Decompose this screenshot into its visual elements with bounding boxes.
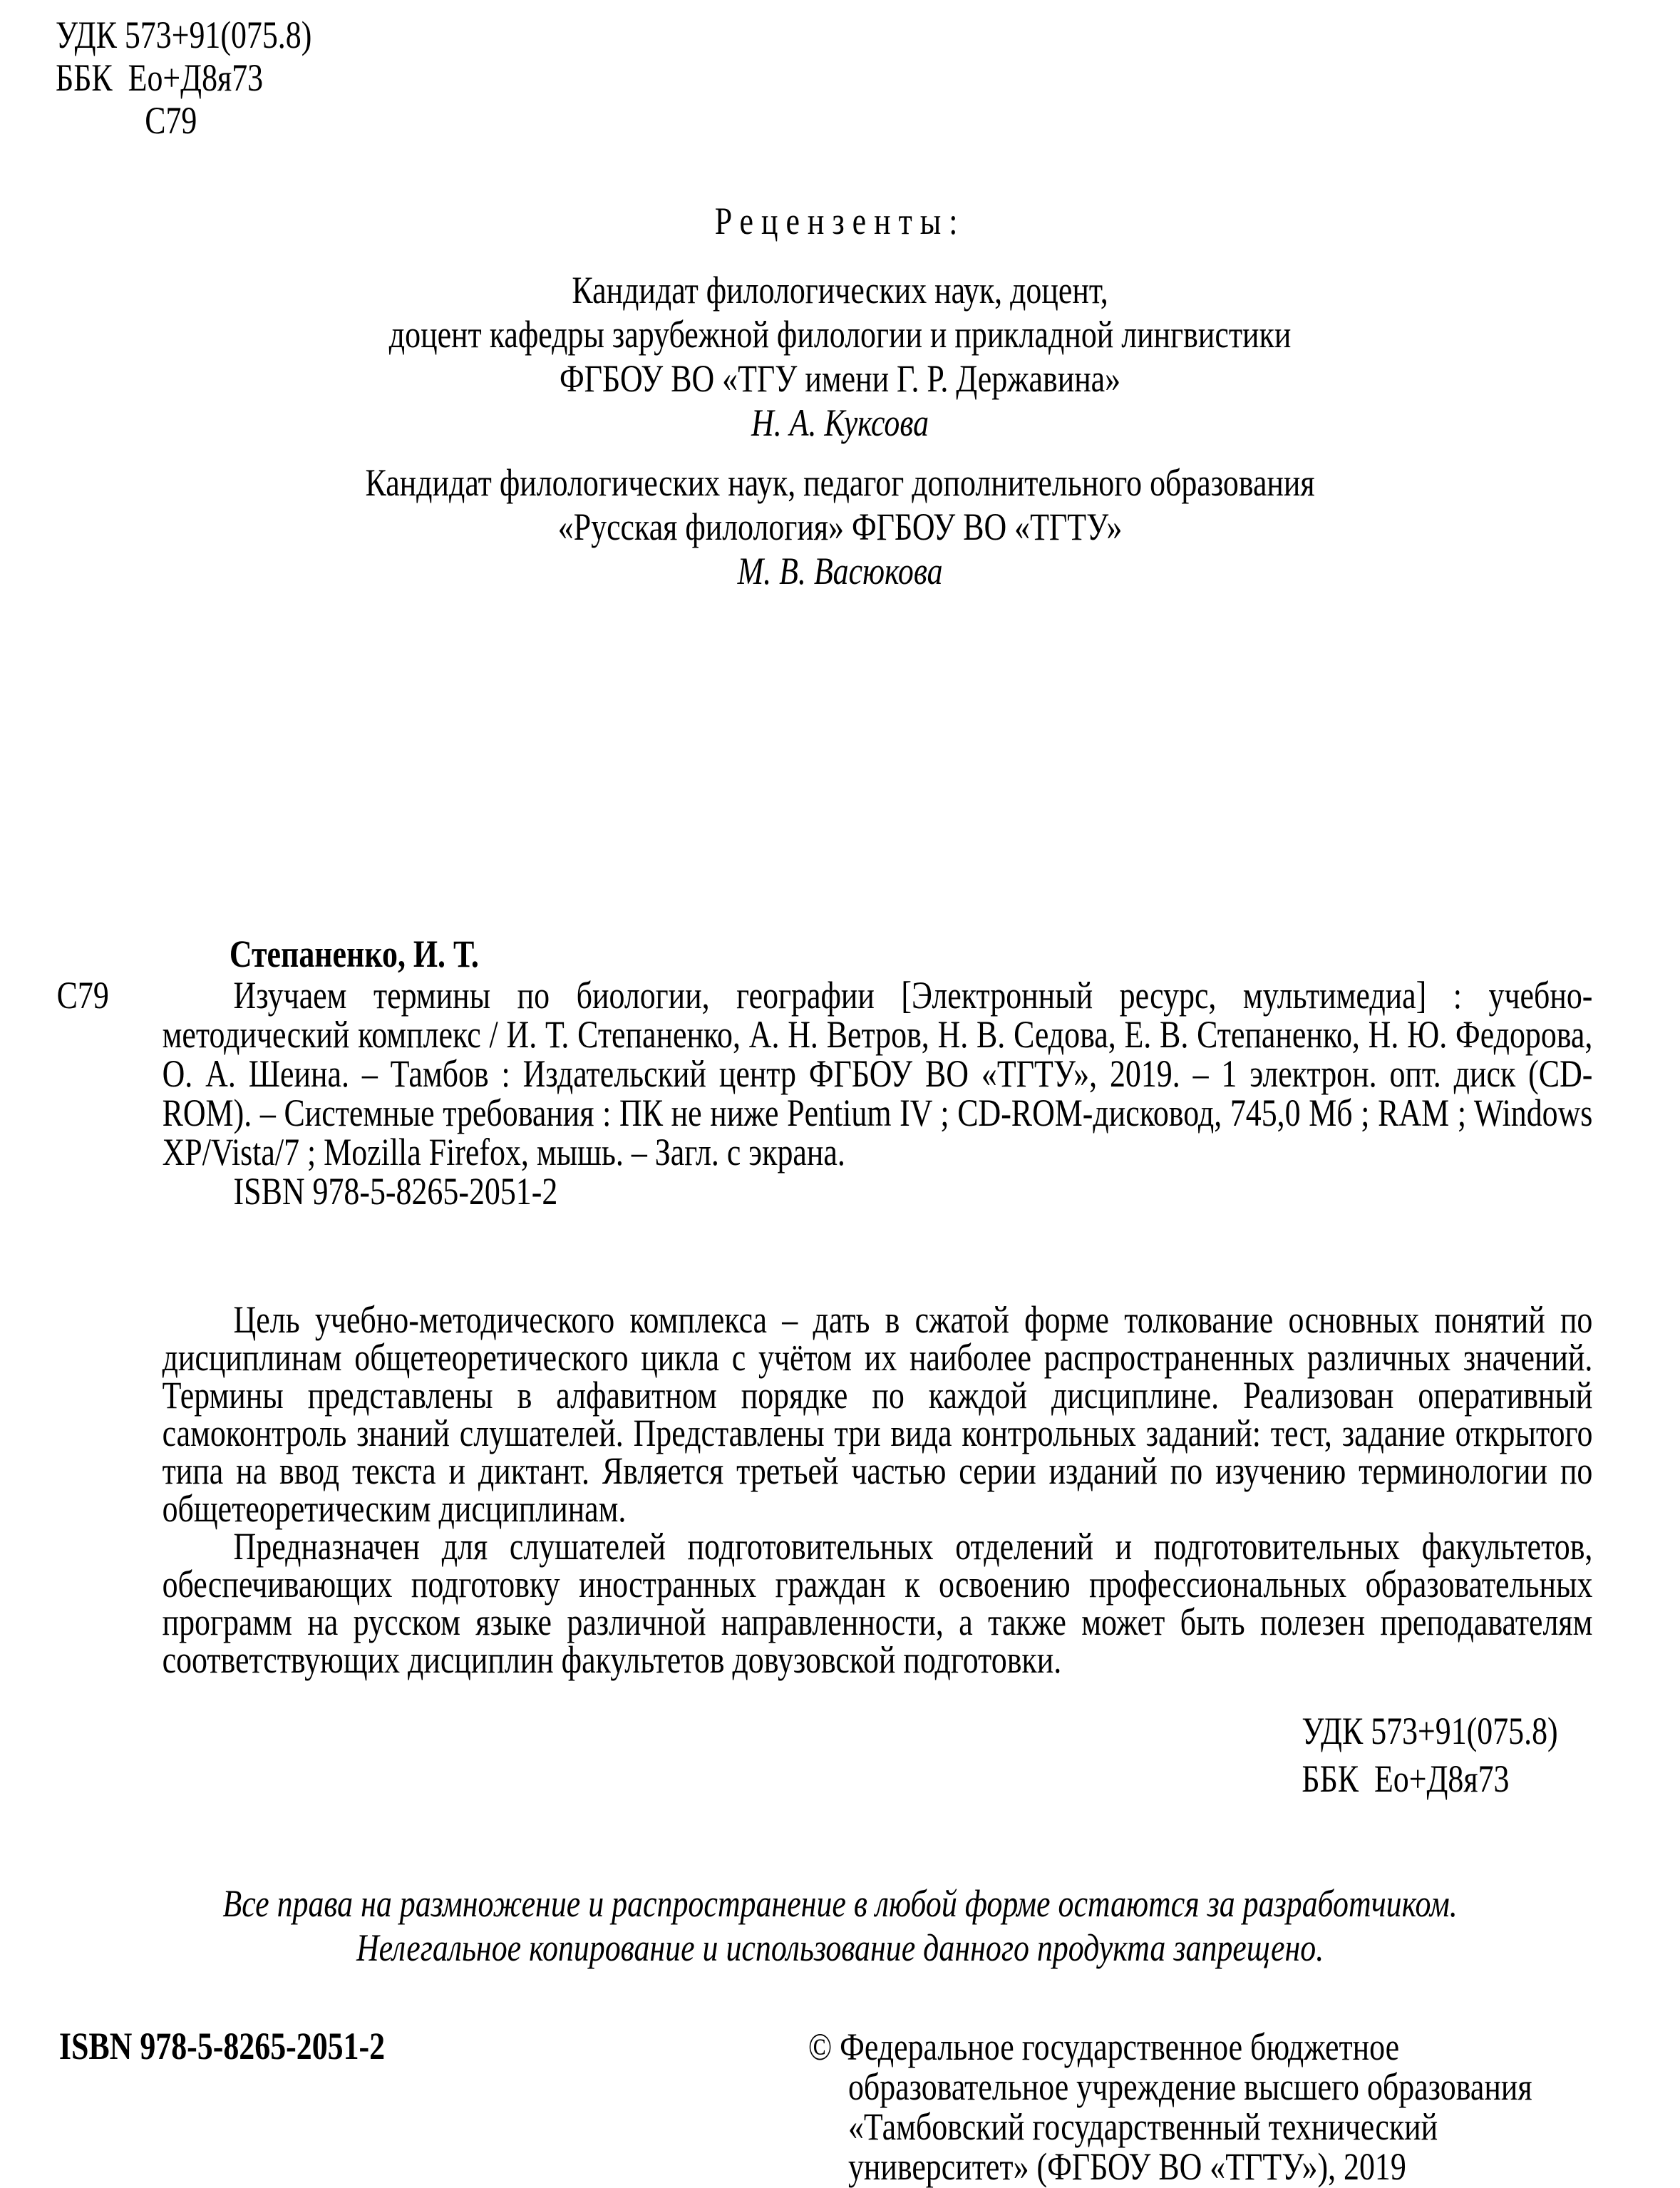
copyright-line: © Федеральное государственное бюджетное (808, 2025, 1400, 2068)
udk-code: УДК 573+91(075.8) (56, 14, 312, 56)
rights-line: Все права на размножение и распространение в любой форме остаются за разработчиком. (222, 1882, 1458, 1925)
reviewer-affiliation-line: ФГБОУ ВО «ТГУ имени Г. Р. Державина» (559, 357, 1121, 400)
reviewer-name: М. В. Васюкова (737, 550, 943, 592)
footer-isbn: ISBN 978-5-8265-2051-2 (58, 2025, 386, 2068)
reviewer-second-block (0, 461, 1680, 593)
bbk-code: ББК Ео+Д8я73 (56, 56, 264, 99)
copyright-line: «Тамбовский государственный технический (847, 2105, 1438, 2148)
catalog-description: Изучаем термины по биологии, географии [Электронный ресурс, мультимедиа] : учебно-методический комплекс / И. Т. Степаненко, А. Н. Ветров, Н. В. Седова, Е. В. Степаненко, Н. Ю. Федорова, О. А. Шеина. – Тамбов : Издательский центр ФГБОУ ВО «ТГТУ», 2019. – 1 электрон. опт. диск (CD-ROM). – Системные требования : ПК не ниже Pentium IV ; CD-ROM-дисковод, 745,0 Мб ; RAM ; Windows XP/Vista/7 ; Mozilla Firefox, мышь. – Загл. с экрана. (162, 974, 1593, 1173)
copyright-block (808, 2027, 1619, 2187)
author-sign-margin: С79 (56, 974, 109, 1017)
copyright-line: образовательное учреждение высшего образования (847, 2065, 1532, 2108)
top-codes-block (56, 14, 311, 142)
reviewer-role-line: Кандидат филологических наук, доцент, (572, 269, 1108, 312)
copyright-line: университет» (ФГБОУ ВО «ТГТУ»), 2019 (847, 2145, 1406, 2188)
rights-line: Нелегальное копирование и использование данного продукта запрещено. (356, 1926, 1324, 1969)
catalog-entry (163, 976, 1593, 1211)
annotation-paragraph: Предназначен для слушателей подготовительных отделений и подготовительных факультетов, обеспечивающих подготовку иностранных граждан к освоению профессиональных образовательных программ на русском языке различной направленности, а также может быть полезен преподавателям соответствующих дисциплин факультетов довузовской подготовки. (162, 1525, 1593, 1681)
reviewer-role-line: доцент кафедры зарубежной филологии и прикладной лингвистики (388, 313, 1292, 356)
author-sign: С79 (145, 99, 197, 142)
rights-statement (0, 1881, 1680, 1970)
reviewer-role-line: Кандидат филологических наук, педагог дополнительного образования (365, 461, 1315, 504)
bbk-code-bottom: ББК Ео+Д8я73 (1302, 1757, 1510, 1800)
annotation-block (162, 1298, 1593, 1681)
reviewer-affiliation-line: «Русская филология» ФГБОУ ВО «ТГТУ» (557, 505, 1123, 548)
bottom-codes-block (1302, 1707, 1557, 1803)
author-heading: Степаненко, И. Т. (229, 933, 479, 975)
reviewer-first-block (0, 268, 1680, 445)
reviewers-heading: Рецензенты: (714, 200, 966, 242)
isbn-number: ISBN 978-5-8265-2051-2 (233, 1170, 558, 1213)
annotation-paragraph: Цель учебно-методического комплекса – дать в сжатой форме толкование основных понятий по дисциплинам общетеоретического цикла с учётом их наиболее распространенных различных значений. Термины представлены в алфавитном порядке по каждой дисциплине. Реализован оперативный самоконтроль знаний слушателей. Представлены три вида контрольных заданий: тест, задание открытого типа на ввод текста и диктант. Является третьей частью серии изданий по изучению терминологии по общетеоретическим дисциплинам. (162, 1298, 1593, 1530)
reviewer-name: Н. А. Куксова (751, 401, 929, 444)
udk-code-bottom: УДК 573+91(075.8) (1302, 1710, 1558, 1752)
